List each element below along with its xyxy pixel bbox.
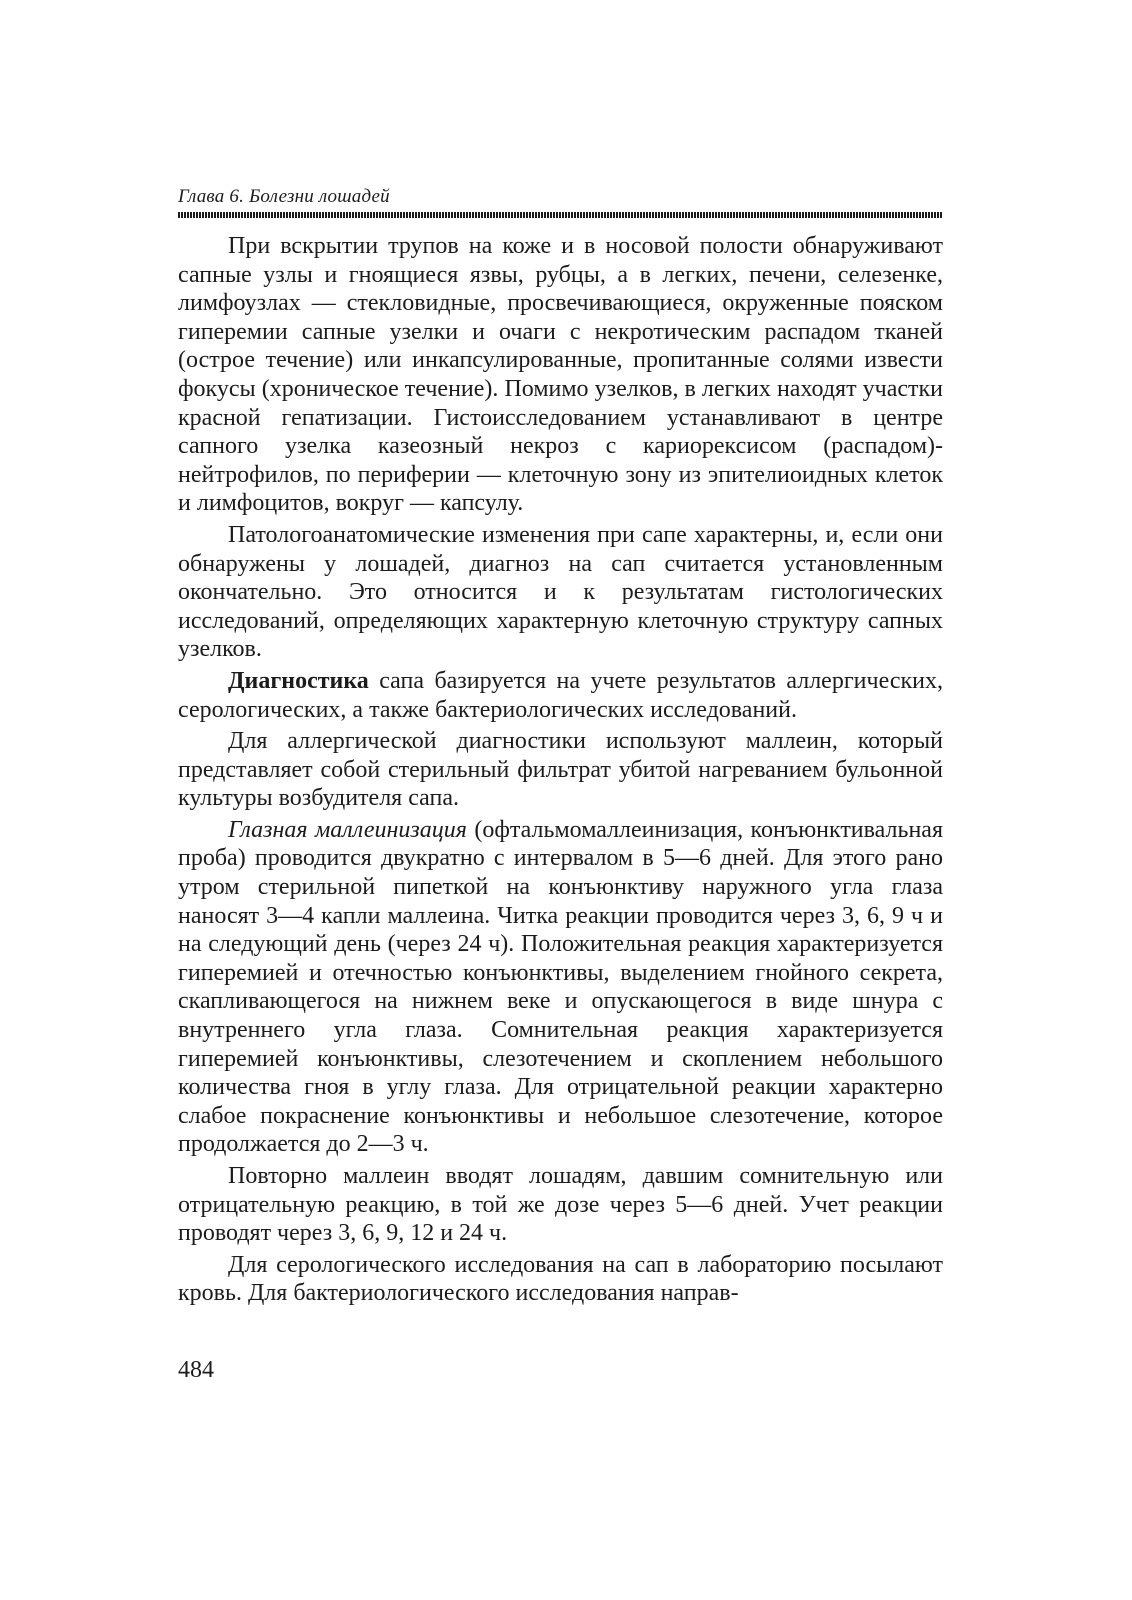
- text-line: Для серологического исследования на сап в лабораторию по: [228, 1251, 866, 1278]
- text-line: на нижнем веке и опускающегося в виде шнура с внутреннего: [178, 988, 943, 1044]
- page-content: [178, 186, 943, 1308]
- paragraph-lab-testing: [178, 1251, 943, 1308]
- paragraph-autopsy-findings: [178, 232, 943, 518]
- page-number: 484: [178, 1357, 214, 1383]
- text-line: Для этого рано утром стерильной пипеткой на конъюнктиву на: [178, 845, 943, 901]
- text-line: При вскрытии трупов на коже и в носовой полости обна: [228, 233, 841, 259]
- text-line: Повторно маллеин вводят лошадям, давшим сомнительную: [228, 1163, 906, 1189]
- text-line: Патологоанатомические изменения при сапе характерны, и,: [228, 521, 852, 548]
- text-line: или отрицательную реакцию, в той же дозе через 5—6 дней. Учет: [178, 1163, 943, 1218]
- text-line: сапа базируется на учете результатов аллергиче: [368, 667, 890, 694]
- term-ocular-malleinization: Глазная маллеинизация: [228, 816, 467, 843]
- text-line: угла глаза. Сомнительная реакция характеризуется гиперемией: [178, 1017, 943, 1072]
- text-line: вальная проба) проводится двукратно с интервалом в 5—6 дней.: [178, 816, 943, 872]
- paragraph-mallein: [178, 727, 943, 813]
- paragraph-diagnostics: [178, 667, 943, 724]
- text-line: конъюнктивы, слезотечением и скоплением небольшого количе: [178, 1045, 944, 1101]
- body-text: [178, 232, 943, 1308]
- text-line: печени, селезенке, лимфоузлах — стекловидные, просвечиваю: [178, 261, 943, 317]
- header-rule: [178, 212, 943, 218]
- text-line: узелка казеозный некроз с кариорексисом (распадом) нейтрофи: [178, 433, 943, 488]
- text-line: течение). Помимо узелков, в легких находят участки красной ге: [178, 375, 943, 431]
- paragraph-pathology-changes: [178, 521, 943, 664]
- text-line: щиеся, окруженные пояском гиперемии сапные узелки и очаги с: [178, 290, 943, 345]
- text-line: (офтальмомаллеинизация, конъюнкти: [466, 816, 864, 843]
- text-line: лов, по периферии — клеточную зону из эпителиоидных клеток: [277, 461, 943, 488]
- paragraph-ocular-malleinization: [178, 816, 943, 1159]
- text-line: проводится через 3, 6, 9 ч и на следующий день (через 24 ч). По: [178, 902, 943, 958]
- text-line: логических исследований, определяющих характерную клеточ: [178, 579, 943, 634]
- text-line: лированные, пропитанные солями извести фокусы (хроническое: [178, 347, 943, 402]
- text-line: торое продолжается до 2—3 ч.: [178, 1102, 943, 1158]
- text-line: ских, серологических, а также бактериологических исследований.: [178, 667, 943, 723]
- term-diagnostics: Диагностика: [228, 667, 369, 694]
- text-line: новленным окончательно. Это относится и к результатам гисто: [178, 550, 943, 606]
- text-line: ную структуру сапных узелков.: [178, 607, 943, 663]
- text-line: ем бульонной культуры возбудителя сапа.: [178, 756, 943, 812]
- text-line: и лимфоцитов, вокруг — капсулу.: [178, 490, 524, 517]
- text-line: рый представляет собой стерильный фильтрат убитой нагревани: [178, 728, 943, 783]
- paragraph-repeat-mallein: [178, 1162, 943, 1248]
- text-line: ства гноя в углу глаза. Для отрицательной реакции характерно: [248, 1074, 943, 1101]
- text-line: конъюнктивы, выделением гнойного секрета, скапливающегося: [178, 959, 943, 1015]
- text-line: если они обнаружены у лошадей, диагноз на сап считается уста: [178, 521, 943, 577]
- text-line: ложительная реакция характеризуется гиперемией и отечностью: [178, 931, 943, 986]
- text-line: некротическим распадом тканей (острое течение) или инкапсу: [178, 318, 944, 374]
- text-line: руживают сапные узлы и гноящиеся язвы, рубцы, а в легких,: [178, 233, 943, 288]
- text-line: реакции проводят через 3, 6, 9, 12 и 24 ч.: [178, 1191, 943, 1247]
- running-header: Глава 6. Болезни лошадей: [178, 186, 390, 207]
- text-line: сылают кровь. Для бактериологического исследования направ-: [178, 1251, 943, 1307]
- text-line: слабое покраснение конъюнктивы и небольшое слезотечение, ко: [178, 1102, 886, 1129]
- text-line: ружного угла глаза наносят 3—4 капли маллеина. Читка реакции: [178, 874, 943, 929]
- text-line: патизации. Гистоисследованием устанавливают в центре сапного: [178, 404, 943, 460]
- text-line: Для аллергической диагностики используют маллеин, кото: [228, 728, 903, 755]
